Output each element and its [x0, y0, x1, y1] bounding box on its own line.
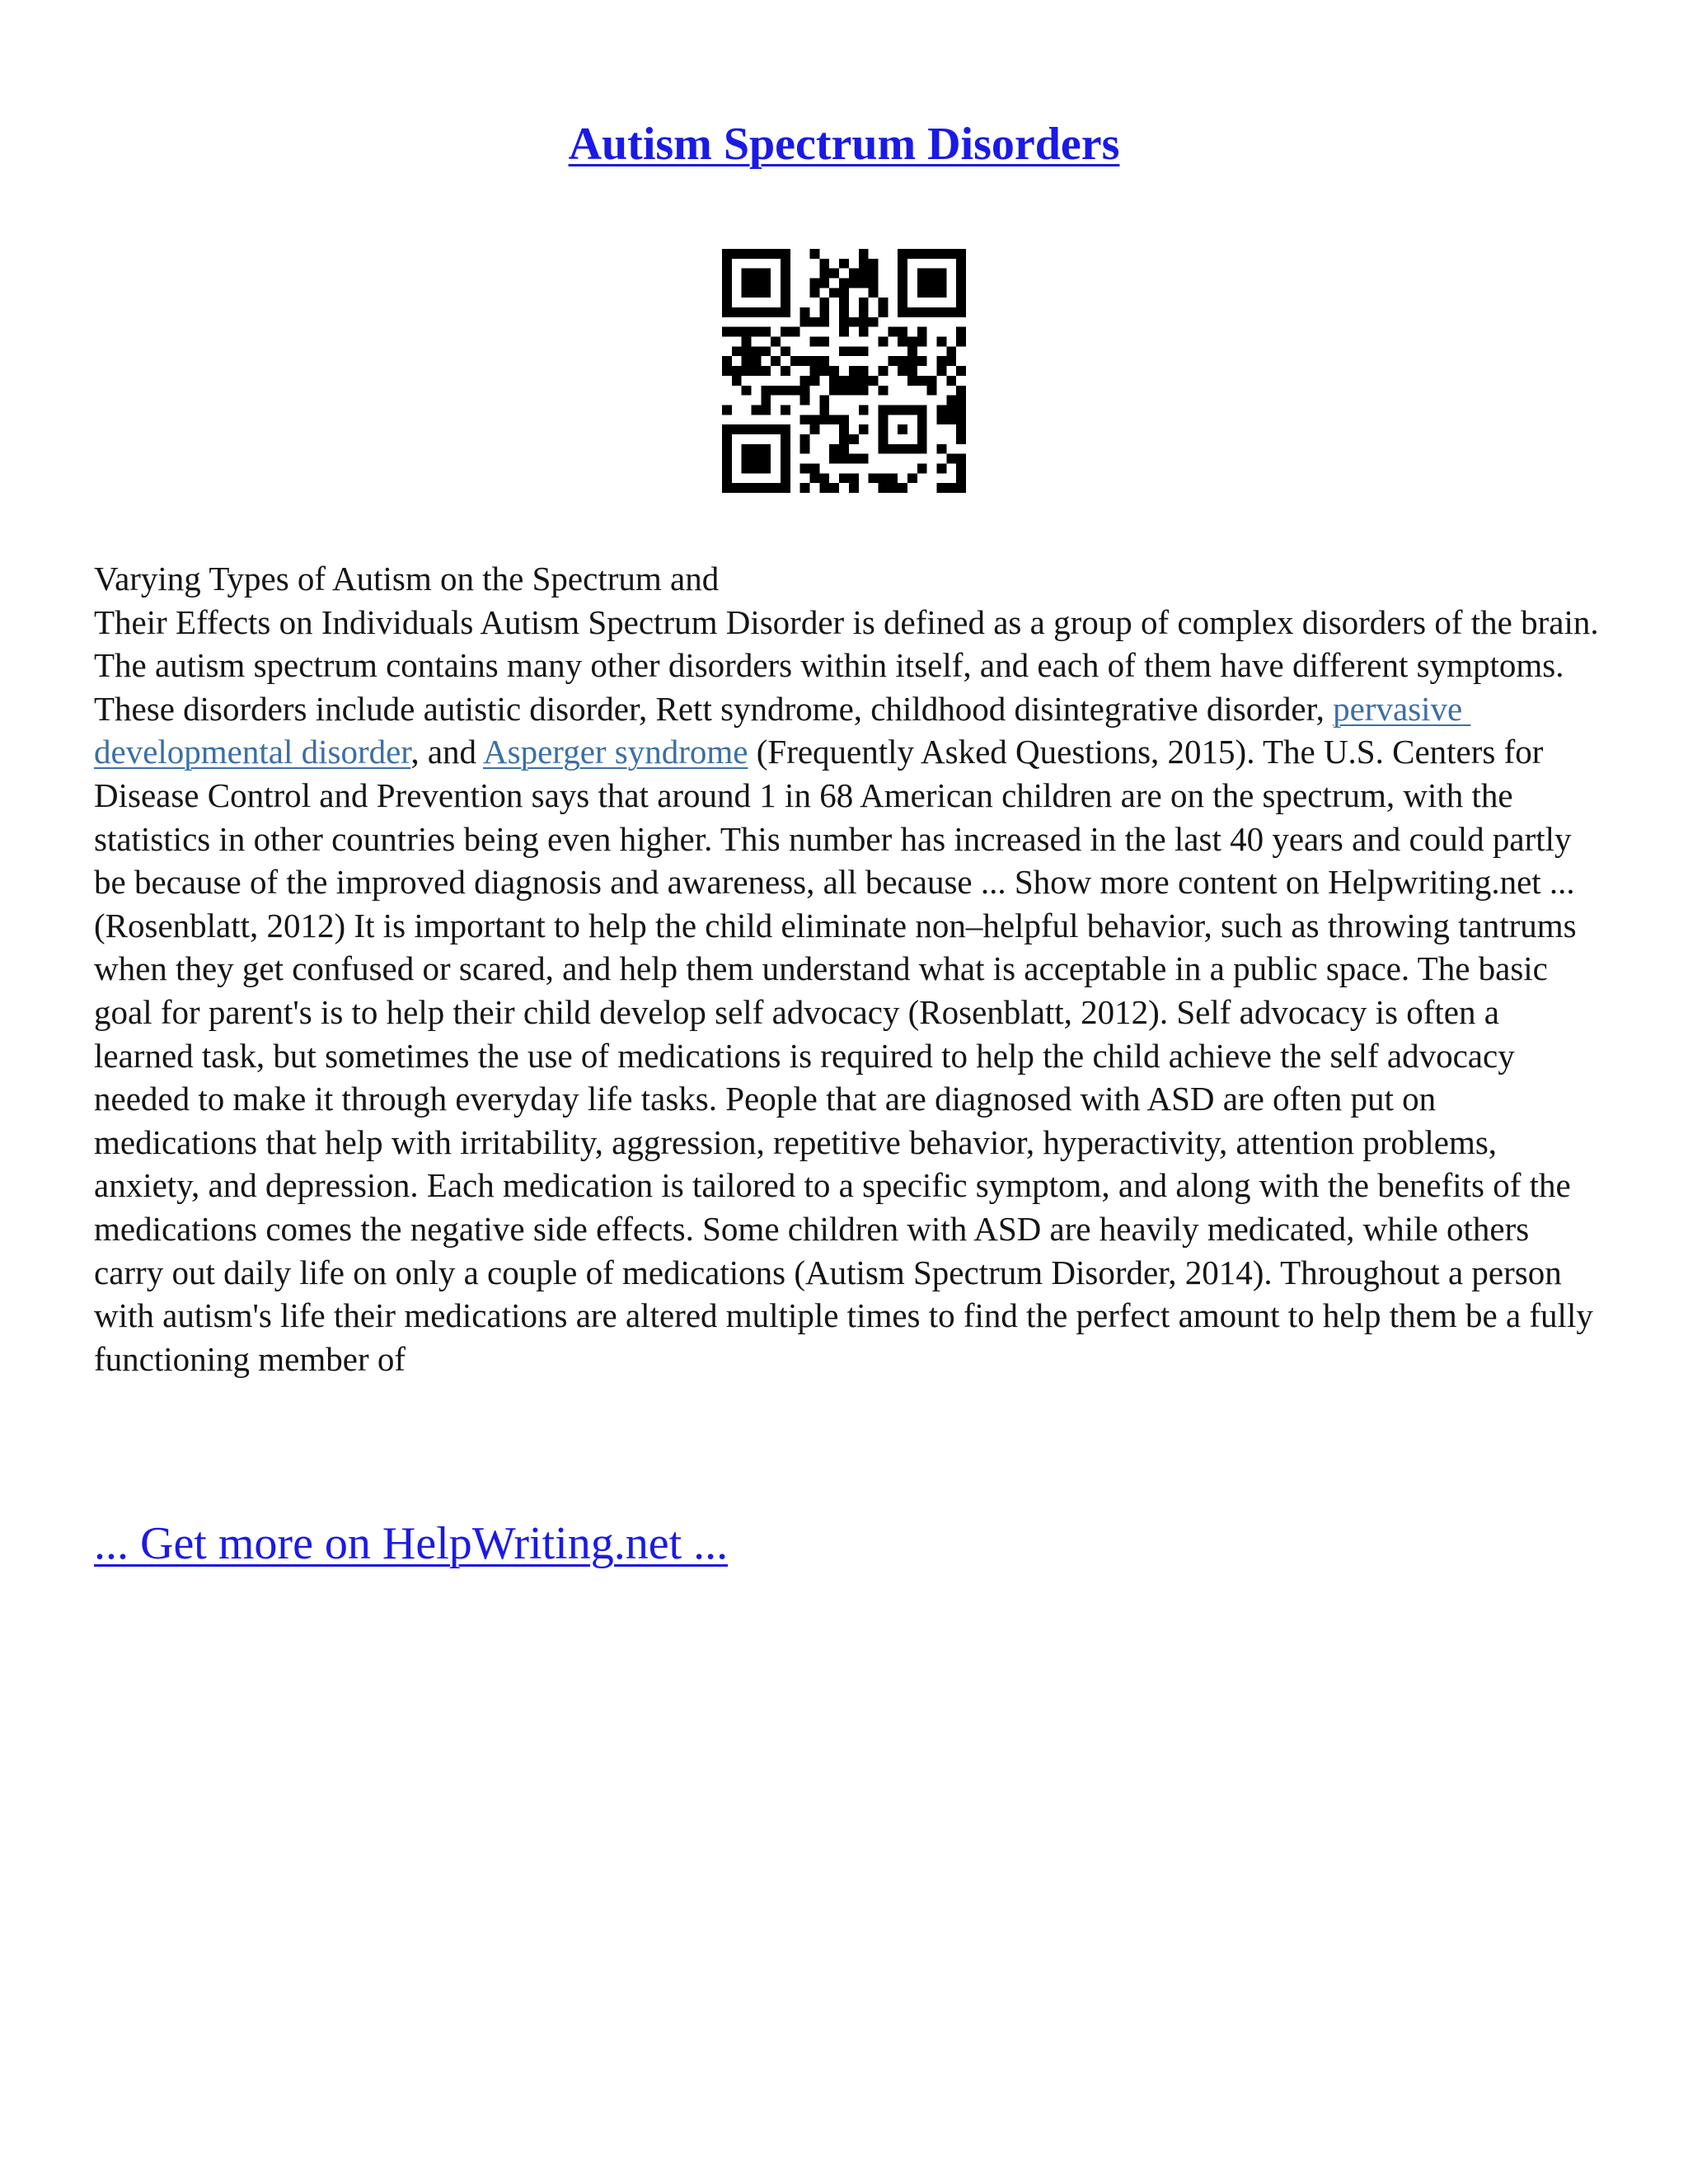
page-title [0, 115, 1688, 173]
paragraph-2: (Rosenblatt, 2012) It is important to help the child eliminate non–helpful behavior, such as throwing tantrums when they get confused or scared, and help them understand what is acceptable in a public space. The basic goal for parent's is to help their child develop self advocacy (Rosenblatt, 2012). Self advocacy is often a learned task, but sometimes the use of medications is required to help the child achieve the self advocacy needed to make it through everyday life tasks. People that are diagnosed with ASD are often put on medications that help with irritability, aggression, repetitive behavior, hyperactivity, attention problems, anxiety, and depression. Each medication is tailored to a specific symptom, and along with the benefits of the medications comes the negative side effects. Some children with ASD are heavily medicated, while others carry out daily life on only a couple of medications (Autism Spectrum Disorder, 2014). Throughout a person with autism's life their medications are altered multiple times to find the perfect amount to help them be a fully functioning member of [94, 906, 1602, 1378]
paragraph-1 [94, 601, 1607, 904]
more-link-container [94, 1515, 728, 1572]
pervasive-developmental-disorder-link[interactable]: pervasive developmental disorder [94, 689, 1471, 771]
get-more-link[interactable]: ... Get more on HelpWriting.net ... [94, 1518, 729, 1569]
paragraph-1-text-b: , and [410, 733, 484, 771]
qr-code-icon [722, 249, 966, 493]
asperger-syndrome-link[interactable]: Asperger syndrome [483, 733, 748, 771]
article-body [94, 557, 1607, 1380]
paragraph-heading-line: Varying Types of Autism on the Spectrum and [94, 560, 720, 598]
paragraph-1-text-a: Their Effects on Individuals Autism Spectrum Disorder is defined as a group of complex disorders of the brain. The autism spectrum contains many other disorders within itself, and each of them have different symptoms. These disorders include autistic disorder, Rett syndrome, childhood disintegrative disorder, [94, 602, 1607, 728]
paragraph-1-text-c: (Frequently Asked Questions, 2015). The U.S. Centers for Disease Control and Prevention says that around 1 in 68 American children are on the spectrum, with the statistics in other countries being even higher. This number has increased in the last 40 years and could partly be because of the improved diagnosis and awareness, all because ... Show more content on Helpwriting.net ... [94, 733, 1580, 902]
title-link[interactable]: Autism Spectrum Disorders [568, 119, 1120, 170]
